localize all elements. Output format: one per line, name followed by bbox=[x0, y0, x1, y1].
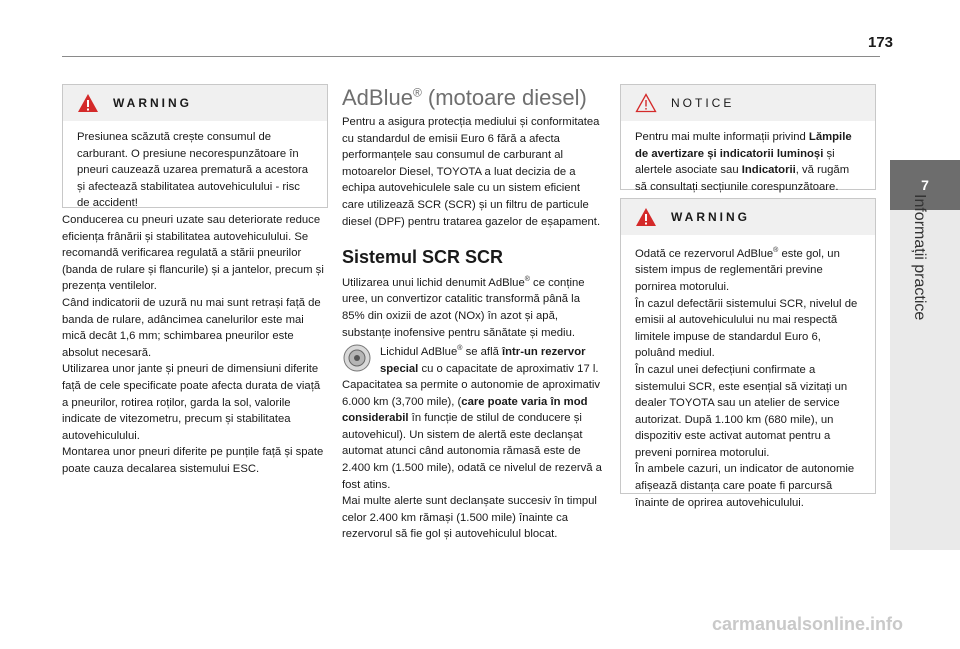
left-body bbox=[62, 212, 326, 478]
adblue-tank-icon bbox=[342, 343, 372, 373]
scr-paragraph: Lichidul AdBlue® se află într-un rezervor special cu o capacitate de aproximativ 17 l. bbox=[342, 341, 604, 377]
left-paragraph: Conducerea cu pneuri uzate sau deteriorate reduce eficiența frânării și stabilitatea autovehiculului. Se recomandă verificarea regulată a stării pneurilor (banda de rulare și flancurile) și a jantelor, precum și prezența ventilelor. bbox=[62, 214, 324, 293]
warning-header bbox=[63, 85, 327, 121]
notice-header bbox=[621, 85, 875, 121]
scr-paragraph: Mai multe alerte sunt declanșate succesiv în timpul celor 2.400 km rămași (1.500 mile) înainte ca rezervorul să fie gol și autovehiculul blocat. bbox=[342, 495, 597, 541]
warning-text: Presiunea scăzută crește consumul de carburant. O presiune necorespunzătoare în pneuri cauzează uzarea prematură a acestora și afectează stabilitatea autovehiculului - risc de accident! bbox=[77, 131, 309, 210]
left-paragraph: Când indicatorii de uzură nu mai sunt retrași față de banda de rulare, adâncimea canelurilor este mai mică decât 1,6 mm; schimbarea pneurilor este absolut necesară. bbox=[62, 296, 321, 359]
scr-paragraph: Capacitatea sa permite o autonomie de aproximativ 6.000 km (3,700 mile), (care poate varia în mod considerabil în funcție de stilul de conducere și autovehicul). Un sistem de alertă este declanșat automat atunci când autonomia rămasă este de 2.400 km (1.500 mile), odată ce nivelul de rezervă a fost atins. bbox=[342, 379, 602, 491]
warning-triangle-icon bbox=[77, 93, 99, 113]
warning-triangle-icon bbox=[635, 207, 657, 227]
intro-text: Pentru a asigura protecția mediului și conformitatea cu standardul de emisii Euro 6 fără a afecta performanțele sau consumul de carburant al motoarelor Diesel, TOYOTA a luat decizia de a echipa autovehiculele sale cu un sistem eficient care utilizează SCR (SCR) și un filtru de particule diesel (DPF) pentru tratarea gazelor de eșapament. bbox=[342, 116, 601, 228]
subsection-heading: Sistemul SCR SCR bbox=[342, 247, 504, 267]
warning-header bbox=[621, 199, 875, 235]
left-paragraph: Utilizarea unor jante și pneuri de dimensiuni diferite față de cele specificate poate afecta durata de viață a pneurilor, rotirea roților, garda la sol, valorile indicate de vitezometru, precum și stabilitatea autovehiculului. bbox=[62, 363, 321, 442]
page-number: 173 bbox=[868, 34, 894, 51]
scr-body bbox=[342, 272, 604, 543]
left-paragraph: Montarea unor pneuri diferite pe punțile față și spate poate cauza decalarea sistemului ESC. bbox=[62, 446, 324, 475]
left-warning-box bbox=[62, 84, 328, 208]
notice-title: NOTICE bbox=[671, 96, 735, 110]
chapter-title: Informații practice bbox=[911, 194, 928, 321]
notice-triangle-icon bbox=[635, 93, 657, 113]
chapter-number: 7 bbox=[890, 160, 960, 210]
watermark: carmanualsonline.info bbox=[712, 614, 904, 634]
notice-box bbox=[620, 84, 876, 193]
warning-text: Odată ce rezervorul AdBlue® este gol, un sistem impus de reglementări previne pornirea motorului. În cazul defectării sistemului SCR, nivelul de emisii al autovehiculului nu mai respectă limitele impuse de standardul Euro 6, poluând mediul. În cazul unei defecțiuni confirmate a sistemului SCR, este esențial să vizitați un dealer TOYOTA sau un atelier de service autorizat. După 1.100 km (680 mile), un dispozitiv este activat automat pentru a preveni pornirea motorului. În ambele cazuri, un indicator de autonomie afișează distanța care poate fi parcursă înainte de oprirea autovehiculului. bbox=[635, 247, 858, 509]
top-divider bbox=[62, 56, 880, 57]
warning-title: WARNING bbox=[671, 210, 750, 224]
warning-title: WARNING bbox=[113, 96, 192, 110]
right-warning-box bbox=[620, 198, 876, 509]
section-heading: AdBlue® (motoare diesel) bbox=[342, 85, 587, 110]
notice-text: Pentru mai multe informații privind Lămpile de avertizare și indicatorii luminoși și alertele asociate sau Indicatorii, vă rugăm să consultați secțiunile corespunzătoare. bbox=[635, 131, 852, 193]
scr-paragraph: Utilizarea unui lichid denumit AdBlue® ce conține uree, un convertizor catalitic transformă până la 85% din oxizii de azot (NOx) în azot și apă, substanțe inofensive pentru sănătate și mediu. bbox=[342, 276, 585, 339]
